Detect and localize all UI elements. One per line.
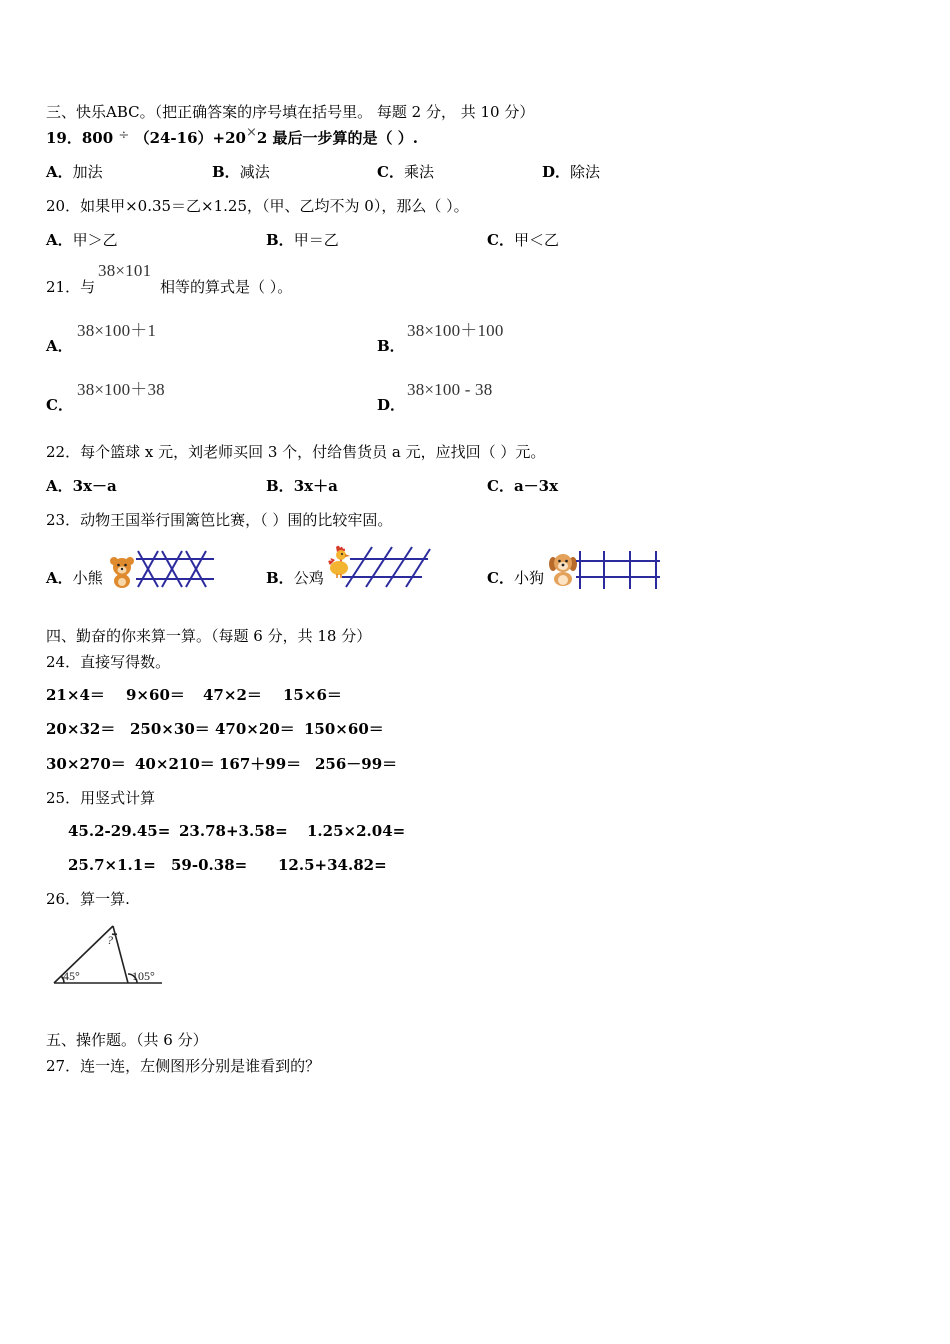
q24-cell: 250×30＝ [130,720,210,738]
section4-heading: 四、勤奋的你来算一算。（每题 6 分，共 18 分） [46,627,372,645]
q21-option-c-label[interactable]: C． [46,396,73,414]
q21-option-c-expr: 38×100＋38 [77,380,165,399]
puppy-icon [548,553,578,587]
q25-cell: 25.7×1.1= [68,856,156,874]
option-text: 公鸡 [293,569,324,587]
q25-stem: 25．用竖式计算 [46,789,156,807]
option-text: 减法 [239,163,270,181]
option-text: 甲＞乙 [72,231,118,249]
q21-option-b-label[interactable]: B． [377,337,405,355]
option-label: C． [487,231,514,249]
option-text: 3x＋a [293,477,338,495]
option-label: B． [266,569,294,587]
option-label: A． [46,163,73,181]
option-text: 甲＜乙 [513,231,559,249]
q24-cell: 256－99＝ [315,755,398,773]
q23-option-a[interactable] [46,569,103,587]
option-label: B． [212,163,240,181]
q19-option-d[interactable] [542,163,600,181]
q23-option-c[interactable] [487,569,544,587]
q23-stem: 23．动物王国举行围篱笆比赛，（ ）围的比较牢固。 [46,511,393,529]
q24-stem: 24．直接写得数。 [46,653,171,671]
q21-option-a-expr: 38×100＋1 [77,321,157,340]
q22-stem: 22．每个篮球 x 元，刘老师买回 3 个，付给售货员 a 元，应找回（ ）元。 [46,443,546,461]
option-text: 加法 [72,163,103,181]
q20-stem: 20．如果甲×0.35＝乙×1.25，（甲、乙均不为 0），那么（ ）。 [46,197,469,215]
option-text: 3x－a [72,477,117,495]
q19-stem-part3: 2 最后一步算的是（ ）. [256,129,418,147]
q19-stem [46,125,418,149]
option-label: B． [266,231,294,249]
option-text: 小熊 [72,569,103,587]
bear-icon [106,555,138,589]
option-text: a－3x [513,477,559,495]
q24-cell: 21×4＝ [46,686,105,704]
q24-cell: 20×32＝ [46,720,116,738]
option-label: C． [487,569,514,587]
q19-option-c[interactable] [377,163,434,181]
q19-stem-part1: 19．800 [46,129,114,147]
q24-cell: 30×270＝ [46,755,126,773]
q25-cell: 1.25×2.04= [307,822,406,840]
section5-heading: 五、操作题。（共 6 分） [46,1031,208,1049]
q24-cell: 9×60＝ [126,686,185,704]
slanted-fence-icon [342,547,430,589]
q25-cell: 45.2-29.45= [68,822,171,840]
q21-option-d-expr: 38×100 - 38 [407,380,493,399]
q24-cell: 150×60＝ [304,720,384,738]
q24-cell: 167＋99＝ [219,755,302,773]
q19-stem-part2: （24-16）+20 [134,129,246,147]
q22-option-c[interactable] [487,477,558,495]
q27-stem: 27．连一连，左侧图形分别是谁看到的？ [46,1057,321,1075]
q22-option-b[interactable] [266,477,338,495]
q26-stem: 26．算一算. [46,890,130,908]
section3-heading: 三、快乐ABC。（把正确答案的序号填在括号里。 每题 2 分， 共 10 分） [46,103,535,121]
q21-stem-suffix: 相等的算式是（ ）。 [160,278,293,296]
q24-cell: 470×20＝ [215,720,295,738]
angle-unknown-label: ? [107,933,113,947]
q25-cell: 12.5+34.82= [278,856,387,874]
angle-exterior-label: 105° [132,969,155,983]
q22-option-a[interactable] [46,477,117,495]
multiplication-sign: × [245,125,257,140]
angle-left-label: 45° [63,969,80,983]
option-text: 小狗 [513,569,544,587]
q20-option-c[interactable] [487,231,559,249]
option-label: A． [46,231,73,249]
q20-option-a[interactable] [46,231,118,249]
division-sign: ÷ [118,128,130,143]
q25-cell: 23.78+3.58= [179,822,288,840]
option-label: C． [487,477,514,495]
q19-option-a[interactable] [46,163,103,181]
q24-cell: 15×6＝ [283,686,342,704]
q21-option-a-label[interactable]: A． [46,337,73,355]
q21-option-b-expr: 38×100＋100 [407,321,504,340]
option-label: A． [46,477,73,495]
option-label: A． [46,569,73,587]
option-label: D． [542,163,571,181]
option-label: B． [266,477,294,495]
triangle-figure [50,922,170,992]
option-label: C． [377,163,404,181]
option-text: 甲＝乙 [293,231,339,249]
q23-option-b[interactable] [266,569,324,587]
q21-expression: 38×101 [98,261,152,280]
q19-option-b[interactable] [212,163,270,181]
q25-cell: 59-0.38= [171,856,248,874]
grid-fence-icon [576,551,660,589]
q24-cell: 40×210＝ [135,755,215,773]
option-text: 除法 [570,163,601,181]
q20-option-b[interactable] [266,231,339,249]
cross-fence-icon [136,551,216,589]
q21-option-d-label[interactable]: D． [377,396,406,414]
option-text: 乘法 [403,163,434,181]
q24-cell: 47×2＝ [203,686,262,704]
q21-stem-prefix: 21．与 [46,278,96,296]
